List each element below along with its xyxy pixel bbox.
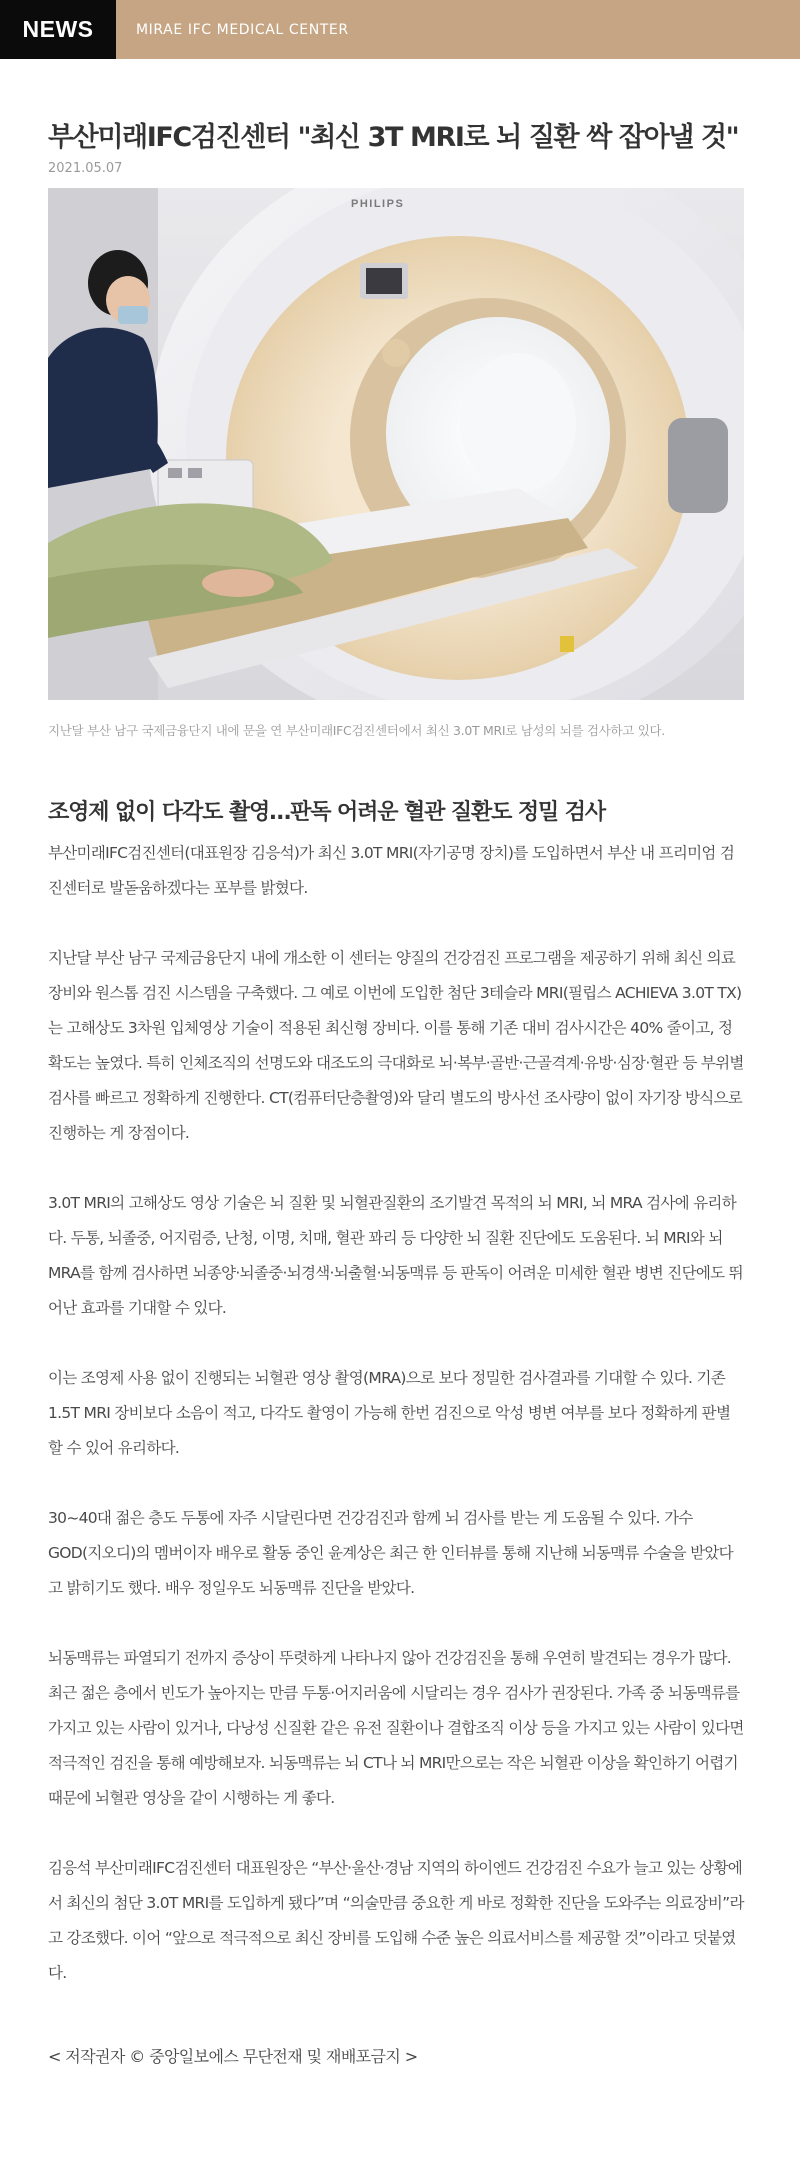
body-paragraph: 부산미래IFC검진센터(대표원장 김응석)가 최신 3.0T MRI(자기공명 장치)를 도입하면서 부산 내 프리미엄 검진센터로 발돋움하겠다는 포부를 밝혔다. bbox=[48, 844, 735, 897]
body-paragraph: 3.0T MRI의 고해상도 영상 기술은 뇌 질환 및 뇌혈관질환의 조기발견 목적의 뇌 MRI, 뇌 MRA 검사에 유리하다. 두통, 뇌졸중, 어지럼증, 난청, 이명, 치매, 혈관 꽈리 등 다양한 뇌 질환 진단에도 도움된다. 뇌 MRI와 뇌 MRA를 함께 검사하면 뇌종양·뇌졸중·뇌경색·뇌출혈·뇌동맥류 등 판독이 어려운 미세한 혈관 병변 진단에도 뛰어난 효과를 기대할 수 있다. bbox=[48, 1194, 743, 1317]
body-paragraph: 이는 조영제 사용 없이 진행되는 뇌혈관 영상 촬영(MRA)으로 보다 정밀한 검사결과를 기대할 수 있다. 기존 1.5T MRI 장비보다 소음이 적고, 다각도 촬영이 가능해 한번 검진으로 악성 병변 여부를 보다 정확하게 판별할 수 있어 유리하다. bbox=[48, 1369, 731, 1457]
article-title: 부산미래IFC검진센터 "최신 3T MRI로 뇌 질환 싹 잡아낼 것" bbox=[48, 122, 739, 153]
article-subheading: 조영제 없이 다각도 촬영…판독 어려운 혈관 질환도 정밀 검사 bbox=[48, 800, 606, 825]
article-photo bbox=[48, 188, 744, 700]
site-header bbox=[0, 0, 800, 59]
body-paragraph: 30~40대 젊은 층도 두통에 자주 시달린다면 건강검진과 함께 뇌 검사를 받는 게 도움될 수 있다. 가수 GOD(지오디)의 멤버이자 배우로 활동 중인 윤계상은 최근 한 인터뷰를 통해 지난해 뇌동맥류 수술을 받았다고 밝히기도 했다. 배우 정일우도 뇌동맥류 진단을 받았다. bbox=[48, 1509, 733, 1597]
body-paragraph: 뇌동맥류는 파열되기 전까지 증상이 뚜렷하게 나타나지 않아 건강검진을 통해 우연히 발견되는 경우가 많다. 최근 젊은 층에서 빈도가 높아지는 만큼 두통·어지러움에 시달리는 경우 검사가 권장된다. 가족 중 뇌동맥류를 가지고 있는 사람이 있거나, 다낭성 신질환 같은 유전 질환이나 결합조직 이상 등을 가지고 있는 사람이 있다면 적극적인 검진을 통해 예방해보자. 뇌동맥류는 뇌 CT나 뇌 MRI만으로는 작은 뇌혈관 이상을 확인하기 어렵기 때문에 뇌혈관 영상을 같이 시행하는 게 좋다. bbox=[48, 1649, 744, 1807]
body-paragraph: 김응석 부산미래IFC검진센터 대표원장은 “부산·울산·경남 지역의 하이엔드 건강검진 수요가 늘고 있는 상황에서 최신의 첨단 3.0T MRI를 도입하게 됐다”며 “의술만큼 중요한 게 바로 정확한 진단을 도와주는 의료장비”라고 강조했다. 이어 “앞으로 적극적으로 최신 장비를 도입해 수준 높은 의료서비스를 제공할 것”이라고 덧붙였다. bbox=[48, 1859, 744, 1982]
article-date: 2021.05.07 bbox=[48, 161, 123, 176]
copyright-notice: < 저작권자 © 중앙일보에스 무단전재 및 재배포금지 > bbox=[48, 2047, 418, 2066]
section-title[interactable]: MIRAE IFC MEDICAL CENTER bbox=[136, 21, 349, 38]
scanner-brand-text: PHILIPS bbox=[351, 198, 405, 210]
photo-caption: 지난달 부산 남구 국제금융단지 내에 문을 연 부산미래IFC검진센터에서 최신 3.0T MRI로 남성의 뇌를 검사하고 있다. bbox=[48, 723, 665, 738]
article bbox=[48, 118, 744, 2069]
article-body bbox=[48, 836, 744, 1991]
body-paragraph: 지난달 부산 남구 국제금융단지 내에 개소한 이 센터는 양질의 건강검진 프로그램을 제공하기 위해 최신 의료장비와 원스톱 검진 시스템을 구축했다. 그 예로 이번에 도입한 첨단 3테슬라 MRI(필립스 ACHIEVA 3.0T TX)는 고해상도 3차원 입체영상 기술이 적용된 최신형 장비다. 이를 통해 기존 대비 검사시간은 40% 줄이고, 정확도는 높였다. 특히 인체조직의 선명도와 대조도의 극대화로 뇌·복부·골반·근골격계·유방·심장·혈관 등 부위별 검사를 빠르고 정확하게 진행한다. CT(컴퓨터단층촬영)와 달리 별도의 방사선 조사량이 없이 자기장 방식으로 진행하는 게 장점이다. bbox=[48, 949, 744, 1142]
section-title-bar bbox=[116, 0, 800, 59]
news-brand-label[interactable]: NEWS bbox=[0, 0, 116, 59]
